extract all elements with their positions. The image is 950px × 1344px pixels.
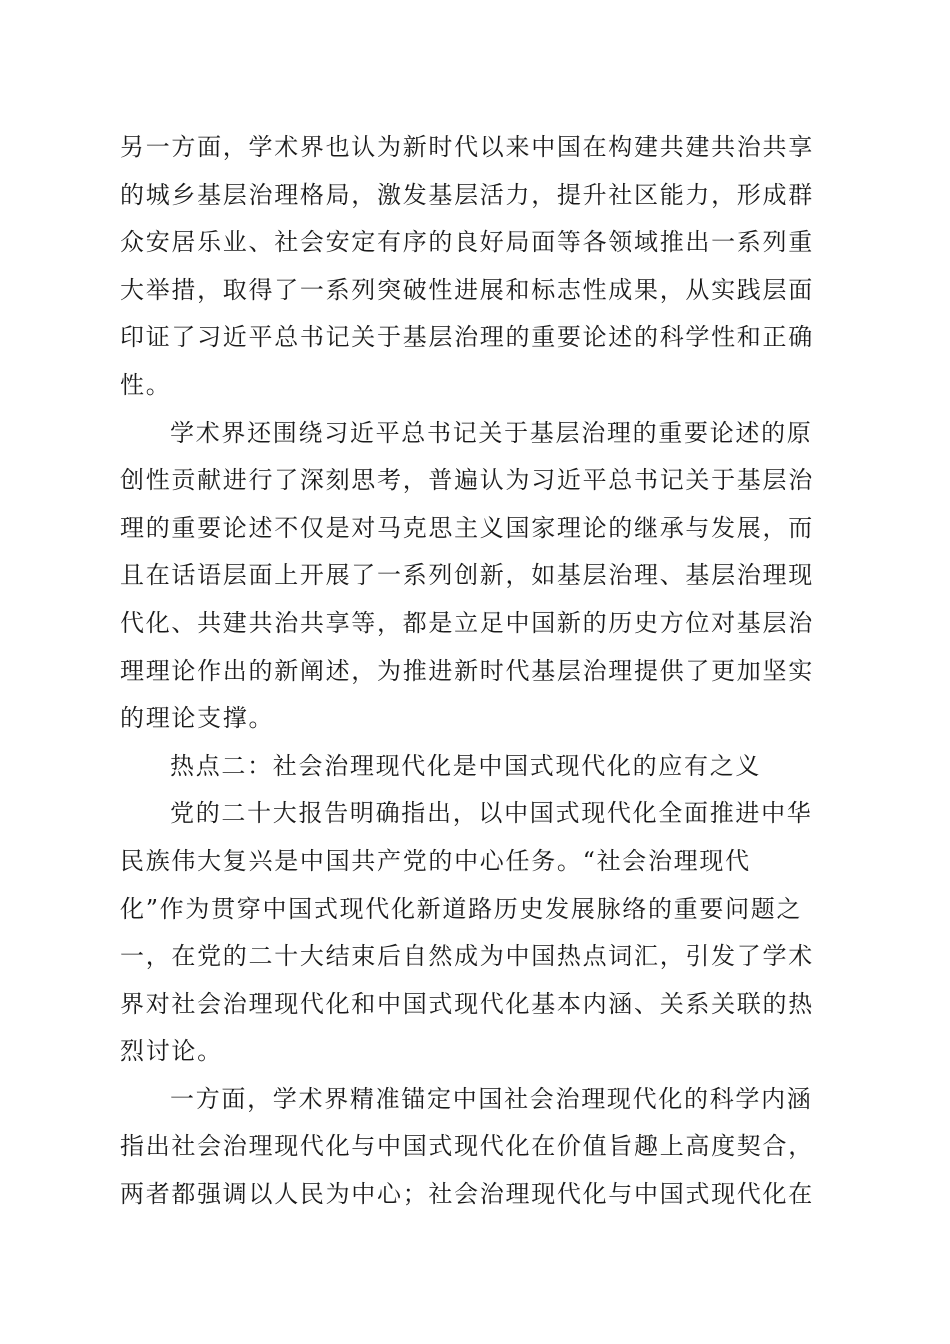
section-heading: 热点二：社会治理现代化是中国式现代化的应有之义 (170, 751, 762, 780)
text-line: 指出社会治理现代化与中国式现代化在价值旨趣上高度契合， (120, 1132, 814, 1161)
document-body (120, 124, 830, 1219)
text-line: 且在话语层面上开展了一系列创新，如基层治理、基层治理现 (120, 561, 814, 590)
text-line: 理的重要论述不仅是对马克思主义国家理论的继承与发展，而 (120, 513, 814, 542)
text-line: 化”作为贯穿中国式现代化新道路历史发展脉络的重要问题之 (120, 894, 803, 923)
text-line: 代化、共建共治共享等，都是立足中国新的历史方位对基层治 (120, 608, 814, 637)
text-line: 两者都强调以人民为中心；社会治理现代化与中国式现代化在 (120, 1180, 814, 1209)
text-line: 大举措，取得了一系列突破性进展和标志性成果，从实践层面 (120, 275, 814, 304)
text-line: 学术界还围绕习近平总书记关于基层治理的重要论述的原 (170, 418, 813, 447)
text-line: 创性贡献进行了深刻思考，普遍认为习近平总书记关于基层治 (120, 466, 814, 495)
text-line: 印证了习近平总书记关于基层治理的重要论述的科学性和正确 (120, 323, 814, 352)
text-line: 烈讨论。 (120, 1037, 223, 1066)
text-line: 的理论支撑。 (120, 704, 275, 733)
text-line: 一方面，学术界精准锚定中国社会治理现代化的科学内涵 (170, 1084, 813, 1113)
text-line: 的城乡基层治理格局，激发基层活力，提升社区能力，形成群 (120, 180, 814, 209)
text-line: 众安居乐业、社会安定有序的良好局面等各领域推出一系列重 (120, 228, 814, 257)
text-line: 性。 (120, 370, 172, 399)
text-line: 一，在党的二十大结束后自然成为中国热点词汇，引发了学术 (120, 942, 814, 971)
text-line: 理理论作出的新阐述，为推进新时代基层治理提供了更加坚实 (120, 656, 814, 685)
text-line: 界对社会治理现代化和中国式现代化基本内涵、关系关联的热 (120, 989, 814, 1018)
text-line: 民族伟大复兴是中国共产党的中心任务。“社会治理现代 (120, 846, 751, 875)
text-line: 另一方面，学术界也认为新时代以来中国在构建共建共治共享 (120, 133, 814, 161)
text-line: 党的二十大报告明确指出，以中国式现代化全面推进中华 (170, 799, 813, 828)
